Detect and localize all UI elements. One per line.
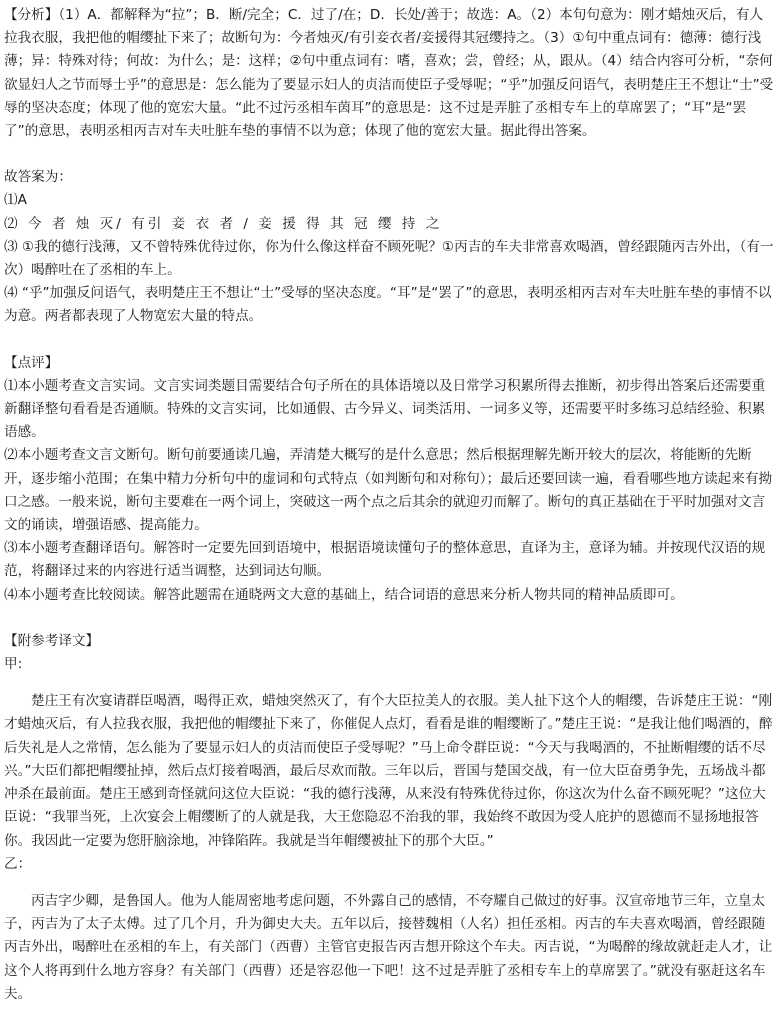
- comment-item-4: ⑷本小题考查比较阅读。解答此题需在通晓两文大意的基础上，结合词语的意思来分析人物共同的精神品质即可。: [4, 586, 684, 603]
- comment-heading: 【点评】: [4, 354, 59, 371]
- translation-part-b-text: 丙吉字少卿，是鲁国人。他为人能周密地考虑问题，不外露自己的感情，不夸耀自己做过的好事。汉宣帝地节三年，立皇太子，丙吉为了太子太傅。过了几个月，升为御史大夫。五年以后，接替魏相（人名）担任丞相。丙吉的车夫喜欢喝酒，曾经跟随丙吉外出，喝醉吐在丞相的车上，有关部门（西曹）主管官吏报告丙吉想开除这个车夫。丙吉说，“为喝醉的缘故就赶走人才，让这个人将再到什么地方容身？有关部门（西曹）还是容忍他一下吧！这不过是弄脏了丞相专车上的草席罢了。”就没有驱赶这名车夫。: [4, 892, 773, 1002]
- translation-part-a-text: 楚庄王有次宴请群臣喝酒，喝得正欢，蜡烛突然灭了，有个大臣拉美人的衣服。美人扯下这个人的帽缨，告诉楚庄王说：“刚才蜡烛灭后，有人拉我衣服，我把他的帽缨扯下来了，你催促人点灯，看看是谁的帽缨断了。”楚庄王说：“是我让他们喝酒的，醉后失礼是人之常情，怎么能为了要显示妇人的贞洁而使臣子受辱呢？”马上命令群臣说：“今天与我喝酒的，不扯断帽缨的话不尽兴。”大臣们都把帽缨扯掉，然后点灯接着喝酒，最后尽欢而散。三年以后，晋国与楚国交战，有一位大臣奋勇争先，五场战斗都冲杀在最前面。楚庄王感到奇怪就问这位大臣说：“我的德行浅薄，从来没有特殊优待过你，你这次为什么奋不顾死呢？”这位大臣说：“我罪当死，上次宴会上帽缨断了的人就是我，大王您隐忍不治我的罪，我始终不敢因为受人庇护的恩德而不显扬地报答你。我因此一定要为您肝脑涂地，冲锋陷阵。我就是当年帽缨被扯下的那个大臣。”: [4, 693, 773, 849]
- answer-item-4: ⑷ “乎”加强反问语气，表明楚庄王不想让“士”受辱的坚决态度。“耳”是“罢了”的意思，表明丞相丙吉对车夫吐脏车垫的事情不以为意。两者都表现了人物宽宏大量的特点。: [4, 285, 772, 325]
- translation-part-a-label: 甲:: [4, 656, 23, 673]
- comment-item-3: ⑶本小题考查翻译语句。解答时一定要先回到语境中，根据语境读懂句子的整体意思，直译为主，意译为辅。并按现代汉语的规范，将翻译过来的内容进行适当调整，达到词达句顺。: [4, 540, 766, 580]
- analysis-paragraph: 【分析】（1）A．都解释为“拉”；B．断/完全；C．过了/在；D．长处/善于；故选：A。（2）本句句意为：刚才蜡烛灭后，有人拉我衣服，我把他的帽缨扯下来了；故断句为：今者烛灭/有引妾衣者/妾援得其冠缨持之。（3）①句中重点词有：德薄：德行浅薄；异：特殊对待；何故：为什么；是：这样；②句中重点词有：嗜，喜欢；尝，曾经；从，跟从。（4）结合内容可分析，“奈何欲显妇人之节而辱士乎”的意思是：怎么能为了要显示妇人的贞洁而使臣子受辱呢；“乎”加强反问语气，表明楚庄王不想让“士”受辱的坚决态度；体现了他的宽宏大量。“此不过污丞相车茵耳”的意思是：这不过是弄脏了丞相专车上的草席罢了；“耳”是“罢了”的意思，表明丞相丙吉对车夫吐脏车垫的事情不以为意；体现了他的宽宏大量。据此得出答案。: [4, 7, 774, 140]
- comment-item-2: ⑵本小题考查文言文断句。断句前要通读几遍，弄清楚大概写的是什么意思；然后根据理解先断开较大的层次，将能断的先断开，逐步缩小范围；在集中精力分析句中的虚词和句式特点（如判断句和对称句）；最后还要回读一遍，看看哪些地方读起来有拗口之感。一般来说，断句主要难在一两个词上，突破这一两个点之后其余的就迎刃而解了。断句的真正基础在于平时加强对文言文的诵读，增强语感、提高能力。: [4, 447, 773, 534]
- answer-item-2: ⑵ 今 者 烛 灭/ 有引 妾 衣 者 / 妾 援 得 其 冠 缨 持 之: [4, 215, 443, 232]
- translation-part-b-label: 乙：: [4, 855, 32, 872]
- translation-heading: 【附参考译文】: [4, 632, 100, 649]
- comment-item-1: ⑴本小题考查文言实词。文言实词类题目需要结合句子所在的具体语境以及日常学习积累所得去推断，初步得出答案后还需要重新翻译整句看看是否通顺。特殊的文言实词，比如通假、古今异义、词类活用、一词多义等，还需要平时多练习总结经验、积累语感。: [4, 377, 766, 441]
- answer-heading: 故答案为：: [4, 169, 72, 186]
- answer-item-1: ⑴A: [4, 192, 27, 209]
- answer-item-3: ⑶ ①我的德行浅薄，又不曾特殊优待过你，你为什么像这样奋不顾死呢？①丙吉的车夫非常喜欢喝酒，曾经跟随丙吉外出，（有一次）喝醉吐在了丞相的车上。: [4, 238, 774, 279]
